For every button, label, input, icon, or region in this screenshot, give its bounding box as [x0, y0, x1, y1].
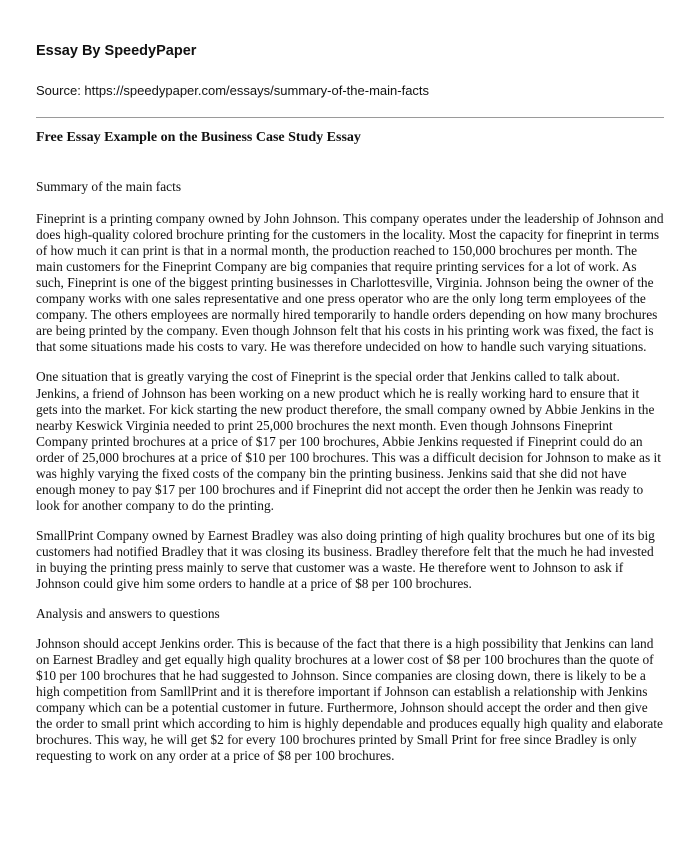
section-heading-summary: Summary of the main facts	[36, 179, 182, 194]
source-line: Source: https://speedypaper.com/essays/summary-of-the-main-facts	[36, 83, 430, 98]
brand-title: Essay By SpeedyPaper	[36, 43, 197, 59]
document-body	[36, 179, 664, 765]
paragraph-3: SmallPrint Company owned by Earnest Bradley was also doing printing of high quality brochures but one of its big customers had notified Bradley that it was closing its business. Bradley therefore felt that the much he had invested in buying the printing press mainly to serve that customer was a waste. He therefore went to Johnson to ask if Johnson could give him some orders to handle at a price of $8 per 100 brochures.	[36, 527, 655, 592]
section-heading-analysis: Analysis and answers to questions	[36, 606, 220, 622]
header-divider	[36, 117, 664, 118]
paragraph-2: One situation that is greatly varying the cost of Fineprint is the special order that Jenkins called to talk about. Jenkins, a friend of Johnson has been working on a new product which he is really working hard to ensure that it gets into the market. For kick starting the new product therefore, the small company owned by Abbie Jenkins in the nearby Keswick Virginia needed to print 25,000 brochures the next month. Even though Johnsons Fineprint Company printed brochures at a price of $17 per 100 brochures, Abbie Jenkins requested if Fineprint could do an order of 25,000 brochures at a price of $10 per 100 brochures. This was a difficult decision for Johnson to make as it was highly varying the fixed costs of the company bin the printing business. Jenkins said that she did not have enough money to pay $17 per 100 brochures and if Fineprint did not accept the order then he Jenkin was ready to look for another company to do the printing.	[36, 369, 661, 513]
paragraph-4: Johnson should accept Jenkins order. This is because of the fact that there is a high possibility that Jenkins can land on Earnest Bradley and get equally high quality brochures at a lower cost of $8 per 100 brochures than the quote of $10 per 100 brochures that he had suggested to Johnson. Since companies are closing down, there is likely to be a high competition from SamllPrint and it is therefore important if Johnson can establish a relationship with Jenkins company which can be a potential customer in future. Furthermore, Johnson should accept the order and then give the order to small print which according to him is highly dependable and produces equally high quality and elaborate brochures. This way, he will get $2 for every 100 brochures printed by Small Print for free since Bradley is only requesting to work on any order at a price of $8 per 100 brochures.	[36, 636, 663, 764]
paragraph-1: Fineprint is a printing company owned by John Johnson. This company operates under the leadership of Johnson and does high-quality colored brochure printing for the customers in the locality. Most the capacity for fineprint in terms of how much it can print is that in a normal month, the production reached to 150,000 brochures per month. The main customers for the Fineprint Company are big companies that require printing services for a lot of work. As such, Fineprint is one of the biggest printing businesses in Charlottesville, Virginia. Johnson being the owner of the company works with one sales representative and one press operator who are the only long term employees of the company. The others employees are normally hired temporarily to handle orders depending on how many brochures are being printed by the company. Even though Johnson felt that his costs in his printing work was fixed, the fact is that some situations made his costs to vary. He was therefore undecided on how to handle such varying situations.	[36, 211, 664, 355]
document-title: Free Essay Example on the Business Case Study Essay	[36, 130, 361, 145]
